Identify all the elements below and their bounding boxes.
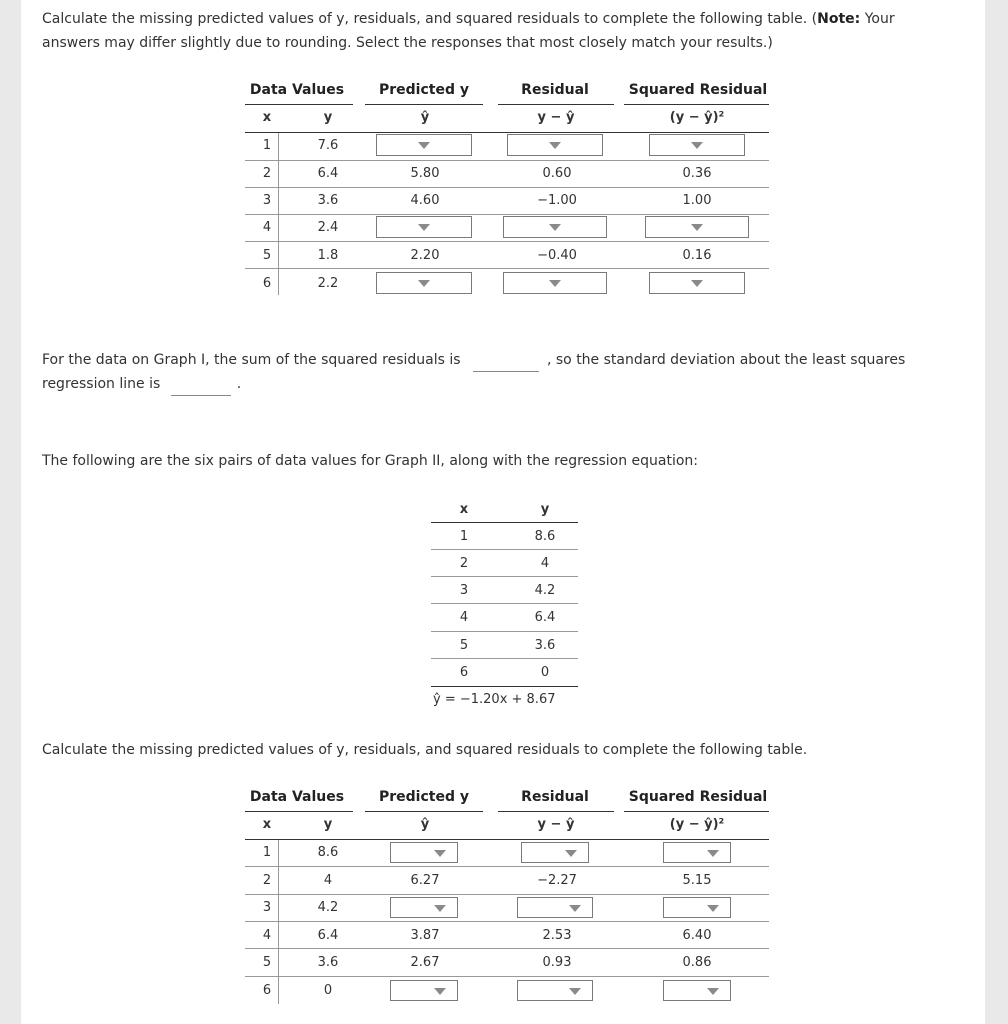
intro-text-line2: answers may differ slightly due to rounding. Select the responses that most closely match your results.)	[42, 35, 773, 51]
y-value: 4	[323, 873, 333, 888]
header-rule	[365, 811, 483, 812]
chevron-down-icon	[691, 224, 703, 231]
predicted-dropdown[interactable]	[390, 980, 458, 1001]
y-value: 4.2	[317, 900, 339, 915]
predicted-value: 2.67	[410, 955, 440, 970]
squared-residual-value: 0.36	[682, 166, 712, 181]
graph1-period: .	[236, 376, 242, 392]
header-rule	[365, 104, 483, 105]
row-divider	[245, 214, 769, 215]
chevron-down-icon	[707, 988, 719, 995]
pair-x: 6	[459, 665, 469, 680]
chevron-down-icon	[707, 905, 719, 912]
residual-value: 2.53	[542, 928, 572, 943]
header-predicted: Predicted y	[379, 789, 469, 805]
squared-residual-value: 0.86	[682, 955, 712, 970]
pair-y: 8.6	[534, 529, 556, 544]
chevron-down-icon	[418, 280, 430, 287]
squared-residual-dropdown[interactable]	[649, 272, 745, 294]
row-divider	[245, 894, 769, 895]
residual-dropdown[interactable]	[507, 134, 603, 156]
chevron-down-icon	[434, 905, 446, 912]
header-y: y	[323, 110, 333, 125]
x-value: 2	[262, 873, 272, 888]
pair-x: 1	[459, 529, 469, 544]
pair-y: 0	[540, 665, 550, 680]
row-divider	[245, 921, 769, 922]
header-squared-formula: (y − ŷ)²	[669, 110, 725, 125]
predicted-dropdown[interactable]	[390, 842, 458, 863]
question-page	[21, 0, 985, 1024]
row-divider	[431, 549, 578, 550]
x-value: 6	[262, 983, 272, 998]
pair-y: 4	[540, 556, 550, 571]
row-divider	[431, 576, 578, 577]
chevron-down-icon	[549, 142, 561, 149]
row-divider	[245, 268, 769, 269]
row-divider	[431, 658, 578, 659]
y-value: 7.6	[317, 138, 339, 153]
x-value: 3	[262, 193, 272, 208]
squared-residual-dropdown[interactable]	[663, 980, 731, 1001]
graph1-text-cont: , so the standard deviation about the least squares	[546, 352, 906, 368]
header-rule	[498, 811, 614, 812]
chevron-down-icon	[418, 142, 430, 149]
predicted-value: 2.20	[410, 248, 440, 263]
header-squared-formula: (y − ŷ)²	[669, 817, 725, 832]
x-value: 4	[262, 928, 272, 943]
header-squared-residual: Squared Residual	[628, 82, 768, 98]
predicted-dropdown[interactable]	[376, 216, 472, 238]
header-yhat: ŷ	[420, 110, 430, 125]
graph2-intro: The following are the six pairs of data values for Graph II, along with the regression equation:	[42, 453, 699, 469]
pair-x: 2	[459, 556, 469, 571]
y-value: 6.4	[317, 166, 339, 181]
pair-x: 5	[459, 638, 469, 653]
chevron-down-icon	[565, 850, 577, 857]
x-value: 1	[262, 845, 272, 860]
y-value: 2.2	[317, 276, 339, 291]
row-divider	[245, 187, 769, 188]
header-yhat: ŷ	[420, 817, 430, 832]
header-rule	[245, 811, 353, 812]
regression-equation: ŷ = −1.20x + 8.67	[433, 692, 556, 707]
squared-residual-value: 0.16	[682, 248, 712, 263]
chevron-down-icon	[418, 224, 430, 231]
header-residual: Residual	[521, 789, 589, 805]
graph1-text: For the data on Graph I, the sum of the squared residuals is	[42, 352, 461, 368]
intro-text: Calculate the missing predicted values of y, residuals, and squared residuals to complete the following table. (	[42, 11, 818, 27]
table-rule	[245, 132, 769, 133]
graph2-col-y: y	[540, 502, 550, 517]
chevron-down-icon	[549, 280, 561, 287]
pair-x: 3	[459, 583, 469, 598]
row-divider	[245, 976, 769, 977]
intro-text-end: Your	[860, 11, 895, 27]
squared-residual-dropdown[interactable]	[649, 134, 745, 156]
row-divider	[245, 160, 769, 161]
table2-intro: Calculate the missing predicted values of y, residuals, and squared residuals to complete the following table.	[42, 742, 808, 758]
squared-residual-dropdown[interactable]	[663, 897, 731, 918]
standard-deviation-blank[interactable]	[171, 379, 231, 396]
header-rule	[624, 104, 769, 105]
residual-dropdown[interactable]	[503, 216, 607, 238]
header-data-values: Data Values	[249, 789, 345, 805]
residual-value: −1.00	[537, 193, 577, 208]
header-residual: Residual	[521, 82, 589, 98]
chevron-down-icon	[691, 142, 703, 149]
predicted-dropdown[interactable]	[376, 272, 472, 294]
row-divider	[431, 631, 578, 632]
header-residual-formula: y − ŷ	[537, 110, 575, 125]
table-rule	[431, 522, 578, 523]
header-x: x	[262, 817, 272, 832]
predicted-value: 6.27	[410, 873, 440, 888]
pair-x: 4	[459, 610, 469, 625]
chevron-down-icon	[707, 850, 719, 857]
pair-y: 6.4	[534, 610, 556, 625]
residual-value: 0.93	[542, 955, 572, 970]
predicted-value: 5.80	[410, 166, 440, 181]
chevron-down-icon	[569, 988, 581, 995]
squared-residual-dropdown[interactable]	[663, 842, 731, 863]
squared-residual-dropdown[interactable]	[645, 216, 749, 238]
y-value: 6.4	[317, 928, 339, 943]
residual-value: −0.40	[537, 248, 577, 263]
y-value: 3.6	[317, 955, 339, 970]
header-predicted: Predicted y	[379, 82, 469, 98]
header-x: x	[262, 110, 272, 125]
header-rule	[498, 104, 614, 105]
x-value: 5	[262, 955, 272, 970]
chevron-down-icon	[569, 905, 581, 912]
graph1-sentence	[42, 348, 905, 396]
residual-dropdown[interactable]	[521, 842, 589, 863]
x-value: 4	[262, 220, 272, 235]
residual-value: 0.60	[542, 166, 572, 181]
y-value: 8.6	[317, 845, 339, 860]
header-rule	[624, 811, 769, 812]
row-divider	[431, 603, 578, 604]
x-value: 2	[262, 166, 272, 181]
predicted-dropdown[interactable]	[376, 134, 472, 156]
residual-dropdown[interactable]	[503, 272, 607, 294]
predicted-value: 4.60	[410, 193, 440, 208]
y-value: 0	[323, 983, 333, 998]
header-squared-residual: Squared Residual	[628, 789, 768, 805]
residual-dropdown[interactable]	[517, 897, 593, 918]
y-value: 1.8	[317, 248, 339, 263]
row-divider	[245, 948, 769, 949]
row-divider	[245, 866, 769, 867]
residual-value: −2.27	[537, 873, 577, 888]
squared-residual-value: 1.00	[682, 193, 712, 208]
graph2-col-x: x	[459, 502, 469, 517]
sum-squared-residuals-blank[interactable]	[473, 355, 539, 372]
predicted-dropdown[interactable]	[390, 897, 458, 918]
header-y: y	[323, 817, 333, 832]
header-rule	[245, 104, 353, 105]
pair-y: 4.2	[534, 583, 556, 598]
y-value: 2.4	[317, 220, 339, 235]
header-residual-formula: y − ŷ	[537, 817, 575, 832]
x-value: 3	[262, 900, 272, 915]
residual-dropdown[interactable]	[517, 980, 593, 1001]
x-value: 5	[262, 248, 272, 263]
row-divider	[245, 241, 769, 242]
chevron-down-icon	[434, 988, 446, 995]
note-label: Note:	[817, 11, 861, 27]
squared-residual-value: 5.15	[682, 873, 712, 888]
intro-paragraph	[42, 7, 895, 55]
y-value: 3.6	[317, 193, 339, 208]
header-data-values: Data Values	[249, 82, 345, 98]
predicted-value: 3.87	[410, 928, 440, 943]
squared-residual-value: 6.40	[682, 928, 712, 943]
chevron-down-icon	[549, 224, 561, 231]
chevron-down-icon	[434, 850, 446, 857]
table-rule	[431, 686, 578, 687]
chevron-down-icon	[691, 280, 703, 287]
x-value: 6	[262, 276, 272, 291]
pair-y: 3.6	[534, 638, 556, 653]
graph1-text-line2: regression line is	[42, 376, 161, 392]
table-rule	[245, 839, 769, 840]
x-value: 1	[262, 138, 272, 153]
